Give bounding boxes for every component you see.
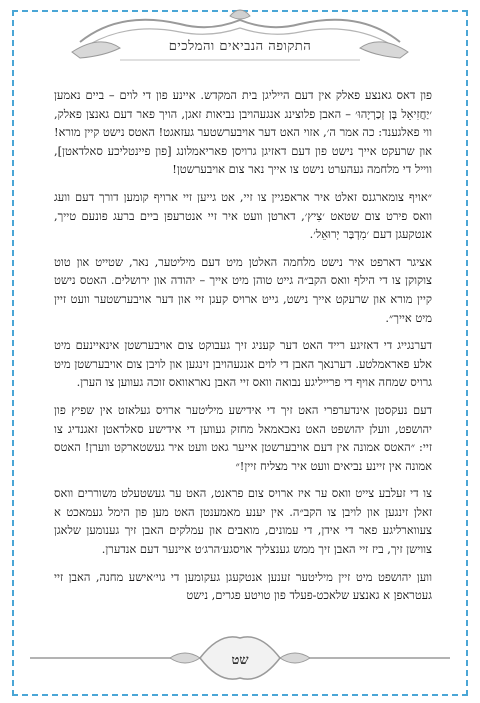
paragraph: פון דאס גאנצע פאלק אין דעם הייליגן בית המקדש. איינע פון די לוים – ביים נאמען ׳יַחֲזִיאֵל בֶּן זְכַרְיָהוּ׳ – האבן פלוצינג אנגעהויבן נביאות זאגן, הויך פאר דעם גאנצן פאלק, ווי פאלגענד: כה אמר ה׳, אזוי האט דער אויבערשטער געזאגט! האטס נישט קיין מורא! און שרעקט אייך נישט פון דעם דאזיגן גרויסן פאריאמלונג [פון פיינטליכע סאלדאטן], ווייל די מלחמה געהערט נישט צו אייך נאר צום אויבערשטן! bbox=[54, 88, 432, 177]
paragraph: דעם נעקסטן אינדערפרי האט זיך די אידישע מיליטער ארויס געלאזט אין שפיץ פון יהושפט, וועלן יהושפט האט נאכאמאל מחזק געווען די אידישע סאלדאטן זאגנדיג צו זיי: ״האטס אמונה אין דעם אויבערשטן אייער גאט וועט איר געשטארקט ווערן! האטס אמונה אין זיינע נביאים וועט איר מצליח זיין!״ bbox=[54, 402, 432, 473]
page-number: שט bbox=[231, 653, 249, 668]
paragraph: צו די זעלבע צייט וואס ער איז ארויס צום פראנט, האט ער געשטעלט משוררים וואס זאלן זינגען און לויבן צו הקב״ה. אין יענע מאמענטן האט מען פון הימל געמאכט א צעווארליגע פאר די אידן, די עמונים, מואבים און עמלקים האבן זיך גענומען שלאגן צווישן זיך, ביז זיי האבן זיך ממש גענצליך אויסגע׳הרג׳ט איינער דעם אנדערן. bbox=[54, 486, 432, 557]
main-text bbox=[54, 86, 432, 614]
paragraph: ״אויף צומארגנס זאלט איר אראפגיין צו זיי, אט גייען זיי ארויף קומען דורך דעם וועג וואס פירט צום שטאט ׳צִיץ׳, דארטן וועט איר זיי אנטרעפן ביים ברעג פונעם טייך, אנטקעגן דעם ׳מִדְבַּר יְרוּאֵל׳. bbox=[54, 189, 432, 242]
paragraph: אציגר דארפט איר נישט מלחמה האלטן מיט דעם מיליטער, נאר, שטייט און טוט צוקוקן צו די הילף וואס הקב״ה גייט טוהן מיט אייך – יהודה און ירושלים. האטס נישט קיין מורא און שרעקט אייך נישט, גייט ארויס קעגן זיי און דער אויבערשטער וועט זיין מיט אייך״. bbox=[54, 254, 432, 325]
running-header-title: התקופה הנביאים והמלכים bbox=[168, 39, 312, 54]
paragraph: ווען יהושפט מיט זיין מיליטער זענען אנטקעגן געקומען די גוי׳אישע מחנה, האבן זיי געטראפן א גאנצע שלאכט-פעלד פון טויטע פגרים, נישט bbox=[54, 569, 432, 603]
paragraph: דערנגייג די דאזיגע רייד האט דער קעניג זיך געבוקט צום אויבערשטן אינאיינעם מיט אלע פאראמלטע. דערנאך האבן די לוים אנגעהויבן זינגען און לויבן צום אויבערשטן מיט גרויס שמחה אויף די פרייליגע נבואה וואס זיי האבן נאראוואס זוכה געווען צו הערן. bbox=[54, 338, 432, 390]
header-ornament bbox=[60, 2, 420, 72]
